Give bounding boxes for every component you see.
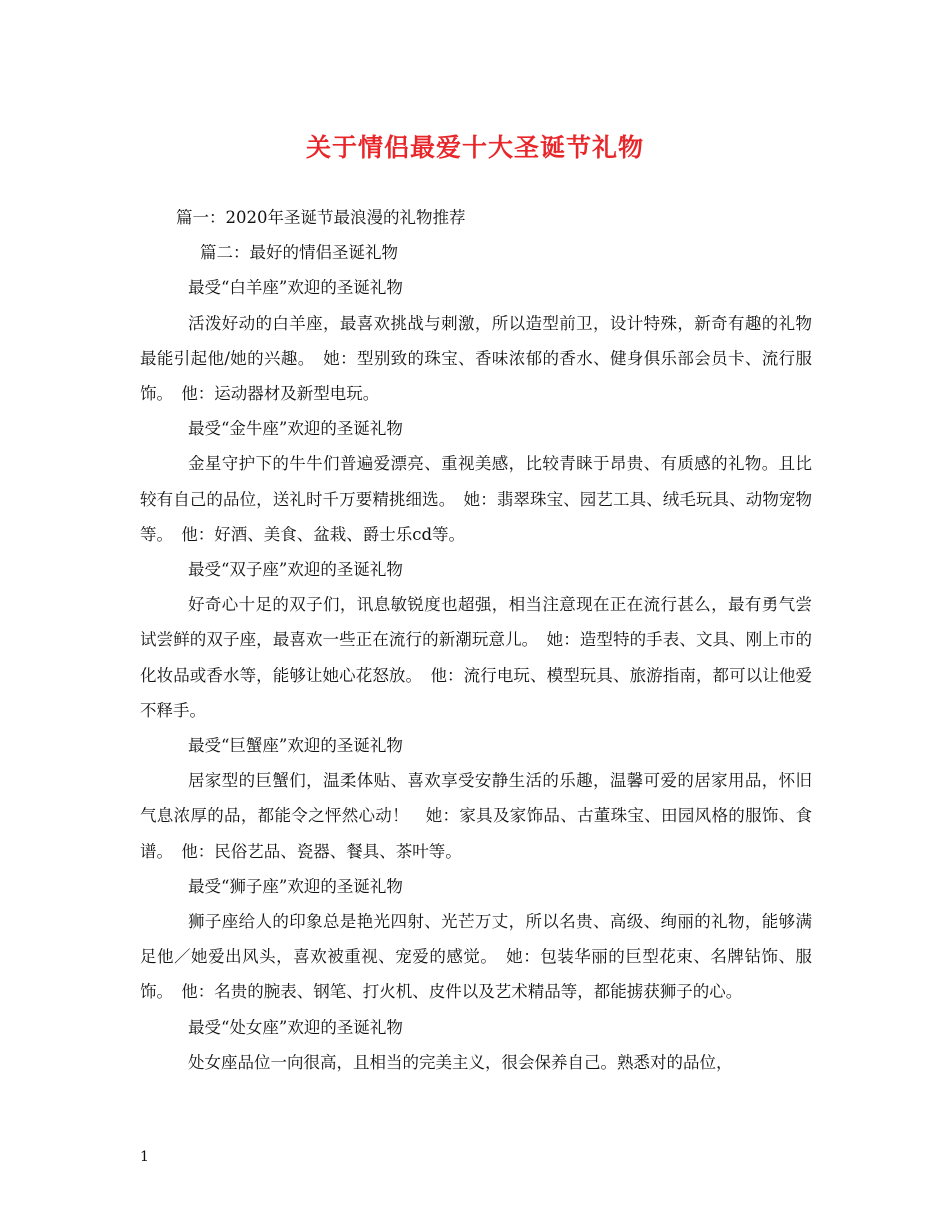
chapter-line-1: 篇一：2020年圣诞节最浪漫的礼物推荐 (176, 208, 466, 227)
page-number: 1 (140, 1149, 149, 1165)
chapter-line-2: 篇二：最好的情侣圣诞礼物 (200, 243, 398, 263)
section-body-cancer: 居家型的巨蟹们，温柔体贴、喜欢享受安静生活的乐趣，温馨可爱的居家用品，怀旧气息浓厚的品，都能令之怦然心动！ 她：家具及家饰品、古董珠宝、田园风格的服饰、食谱。 他：民俗艺品、瓷器、餐具、茶叶等。 (140, 771, 812, 861)
section-heading-virgo: 最受“处女座”欢迎的圣诞礼物 (188, 1017, 403, 1037)
document-title: 关于情侣最爱十大圣诞节礼物 (305, 133, 644, 162)
section-heading-gemini: 最受“双子座”欢迎的圣诞礼物 (188, 560, 403, 580)
section-body-aries: 活泼好动的白羊座，最喜欢挑战与刺激，所以造型前卫，设计特殊，新奇有趣的礼物最能引起他/她的兴趣。 她：型别致的珠宝、香味浓郁的香水、健身俱乐部会员卡、流行服饰。 他：运动器材及新型电玩。 (140, 313, 812, 404)
section-heading-aries: 最受“白羊座”欢迎的圣诞礼物 (188, 278, 403, 298)
section-heading-leo: 最受“狮子座”欢迎的圣诞礼物 (188, 876, 403, 896)
section-body-gemini: 好奇心十足的双子们，讯息敏锐度也超强，相当注意现在正在流行甚么，最有勇气尝试尝鲜的双子座，最喜欢一些正在流行的新潮玩意儿。 她：造型特的手表、文具、刚上市的化妆品或香水等，能够让她心花怒放。 他：流行电玩、模型玩具、旅游指南，都可以让他爱不释手。 (140, 595, 812, 720)
section-heading-cancer: 最受“巨蟹座”欢迎的圣诞礼物 (188, 736, 403, 756)
section-body-leo: 狮子座给人的印象总是艳光四射、光芒万丈，所以名贵、高级、绚丽的礼物，能够满足他／她爱出风头，喜欢被重视、宠爱的感觉。 她：包装华丽的巨型花束、名牌钻饰、服饰。 他：名贵的腕表、钢笔、打火机、皮件以及艺术精品等，都能掳获狮子的心。 (140, 912, 812, 1002)
section-body-virgo: 处女座品位一向很高，且相当的完美主义，很会保养自己。熟悉对的品位， (188, 1052, 733, 1072)
section-heading-taurus: 最受“金牛座”欢迎的圣诞礼物 (188, 419, 403, 439)
section-body-taurus: 金星守护下的牛牛们普遍爱漂亮、重视美感，比较青睐于昂贵、有质感的礼物。且比较有自己的品位，送礼时千万要精挑细选。 她：翡翠珠宝、园艺工具、绒毛玩具、动物宠物等。 他：好酒、美食、盆栽、爵士乐cd等。 (140, 454, 812, 544)
document-body (140, 200, 812, 1080)
